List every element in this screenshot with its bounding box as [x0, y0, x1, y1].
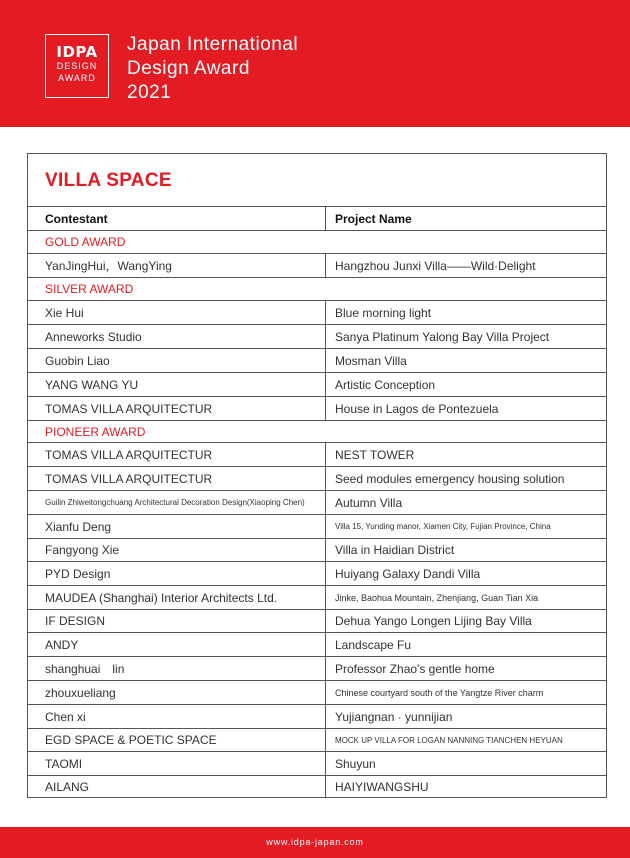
- column-divider: [325, 397, 326, 420]
- contestant-cell: MAUDEA (Shanghai) Interior Architects Ltd.: [45, 590, 278, 605]
- project-name-cell: Huiyang Galaxy Dandi Villa: [335, 566, 481, 581]
- logo-wordmark: IDPA: [56, 43, 98, 61]
- project-name-cell: Blue morning light: [335, 305, 432, 320]
- award-title-line-2: Design Award: [127, 58, 250, 79]
- table-body: [28, 206, 606, 798]
- table-row: [28, 609, 606, 632]
- table-row: [28, 538, 606, 561]
- table-row: [28, 442, 606, 466]
- table-row: [28, 253, 606, 277]
- contestant-cell: shanghuai lin: [45, 662, 125, 676]
- column-divider: [325, 207, 326, 230]
- column-divider: [325, 633, 326, 656]
- contestant-cell: EGD SPACE & POETIC SPACE: [45, 733, 217, 747]
- award-category-label: PIONEER AWARD: [45, 424, 146, 439]
- column-divider: [325, 657, 326, 680]
- contestant-cell: IF DESIGN: [45, 614, 106, 628]
- column-divider: [325, 443, 326, 466]
- project-name-cell: Shuyun: [335, 756, 376, 771]
- contestant-cell: TOMAS VILLA ARQUITECTUR: [45, 471, 213, 486]
- contestant-cell: Fangyong Xie: [45, 543, 120, 557]
- table-row: [28, 324, 606, 348]
- contestant-cell: Xianfu Deng: [45, 519, 112, 534]
- project-name-cell: Seed modules emergency housing solution: [335, 471, 565, 486]
- award-category-row: [28, 277, 606, 300]
- award-category-row: [28, 420, 606, 442]
- column-divider: [325, 705, 326, 728]
- table-row: [28, 466, 606, 490]
- table-row: [28, 300, 606, 324]
- table-row: [28, 656, 606, 680]
- contestant-cell: zhouxueliang: [45, 685, 116, 700]
- contestant-cell: AILANG: [45, 780, 90, 794]
- footer-banner: [0, 827, 630, 858]
- project-name-cell: NEST TOWER: [335, 447, 415, 462]
- project-name-cell: MOCK UP VILLA FOR LOGAN NANNING TIANCHEN HEYUAN: [335, 735, 563, 745]
- contestant-cell: TOMAS VILLA ARQUITECTUR: [45, 401, 213, 416]
- project-name-cell: Villa in Haidian District: [335, 543, 455, 557]
- contestant-cell: Chen xi: [45, 709, 86, 724]
- results-table: [27, 153, 607, 798]
- contestant-cell: Guobin Liao: [45, 353, 110, 368]
- contestant-cell: Guilin Zhiweitongchuang Architectural Decoration Design(Xiaoping Chen): [45, 498, 305, 507]
- table-row: [28, 372, 606, 396]
- project-name-cell: Landscape Fu: [335, 637, 412, 652]
- table-row: [28, 396, 606, 420]
- project-name-cell: HAIYIWANGSHU: [335, 780, 429, 794]
- footer-url: www.idpa-japan.com: [266, 837, 364, 847]
- table-row: [28, 728, 606, 751]
- table-row: [28, 585, 606, 609]
- contestant-cell: YANG WANG YU: [45, 377, 139, 392]
- project-name-cell: Yujiangnan · yunnijian: [335, 709, 453, 724]
- award-title: [127, 33, 298, 105]
- table-row: [28, 704, 606, 728]
- column-header-project: Project Name: [335, 211, 412, 226]
- project-name-cell: Hangzhou Junxi Villa——Wild·Delight: [335, 258, 536, 273]
- column-divider: [325, 467, 326, 490]
- contestant-cell: PYD Design: [45, 566, 111, 581]
- award-title-line-1: Japan International: [127, 34, 299, 55]
- award-category-label: GOLD AWARD: [45, 235, 126, 249]
- column-divider: [325, 491, 326, 514]
- column-divider: [325, 562, 326, 585]
- table-row: [28, 632, 606, 656]
- column-divider: [325, 681, 326, 704]
- table-row: [28, 561, 606, 585]
- column-divider: [325, 776, 326, 798]
- idpa-logo: [45, 34, 109, 98]
- column-divider: [325, 586, 326, 609]
- table-row: [28, 514, 606, 538]
- table-row: [28, 348, 606, 372]
- contestant-cell: Anneworks Studio: [45, 329, 142, 344]
- contestant-cell: Xie Hui: [45, 305, 84, 320]
- contestant-cell: YanJingHui，WangYing: [45, 259, 172, 273]
- column-divider: [325, 610, 326, 632]
- column-divider: [325, 539, 326, 561]
- project-name-cell: Jinke, Baohua Mountain, Zhenjiang, Guan Tian Xia: [335, 592, 539, 603]
- column-divider: [325, 515, 326, 538]
- project-name-cell: Professor Zhao's gentle home: [335, 661, 495, 676]
- column-divider: [325, 301, 326, 324]
- table-row: [28, 680, 606, 704]
- logo-line-2: AWARD: [58, 73, 96, 83]
- project-name-cell: Autumn Villa: [335, 495, 403, 510]
- logo-line-1: DESIGN: [56, 61, 98, 71]
- project-name-cell: Chinese courtyard south of the Yangtze River charm: [335, 687, 544, 698]
- contestant-cell: TOMAS VILLA ARQUITECTUR: [45, 447, 213, 462]
- table-row: [28, 490, 606, 514]
- project-name-cell: Sanya Platinum Yalong Bay Villa Project: [335, 329, 550, 344]
- contestant-cell: ANDY: [45, 637, 79, 652]
- column-divider: [325, 373, 326, 396]
- project-name-cell: House in Lagos de Pontezuela: [335, 401, 499, 416]
- table-header-row: [28, 206, 606, 230]
- contestant-cell: TAOMI: [45, 756, 83, 771]
- column-divider: [325, 349, 326, 372]
- header-banner: [0, 0, 630, 127]
- award-category-row: [28, 230, 606, 253]
- column-divider: [325, 752, 326, 775]
- award-title-year: 2021: [127, 82, 172, 103]
- award-category-label: SILVER AWARD: [45, 282, 134, 296]
- column-divider: [325, 729, 326, 751]
- column-divider: [325, 325, 326, 348]
- table-row: [28, 751, 606, 775]
- table-row: [28, 775, 606, 798]
- project-name-cell: Artistic Conception: [335, 377, 436, 392]
- project-name-cell: Villa 15, Yunding manor, Xiamen City, Fujian Province, China: [335, 522, 551, 531]
- category-title: VILLA SPACE: [45, 170, 172, 191]
- column-header-contestant: Contestant: [45, 211, 108, 226]
- column-divider: [325, 254, 326, 277]
- project-name-cell: Mosman Villa: [335, 353, 407, 368]
- project-name-cell: Dehua Yango Longen Lijing Bay Villa: [335, 614, 532, 628]
